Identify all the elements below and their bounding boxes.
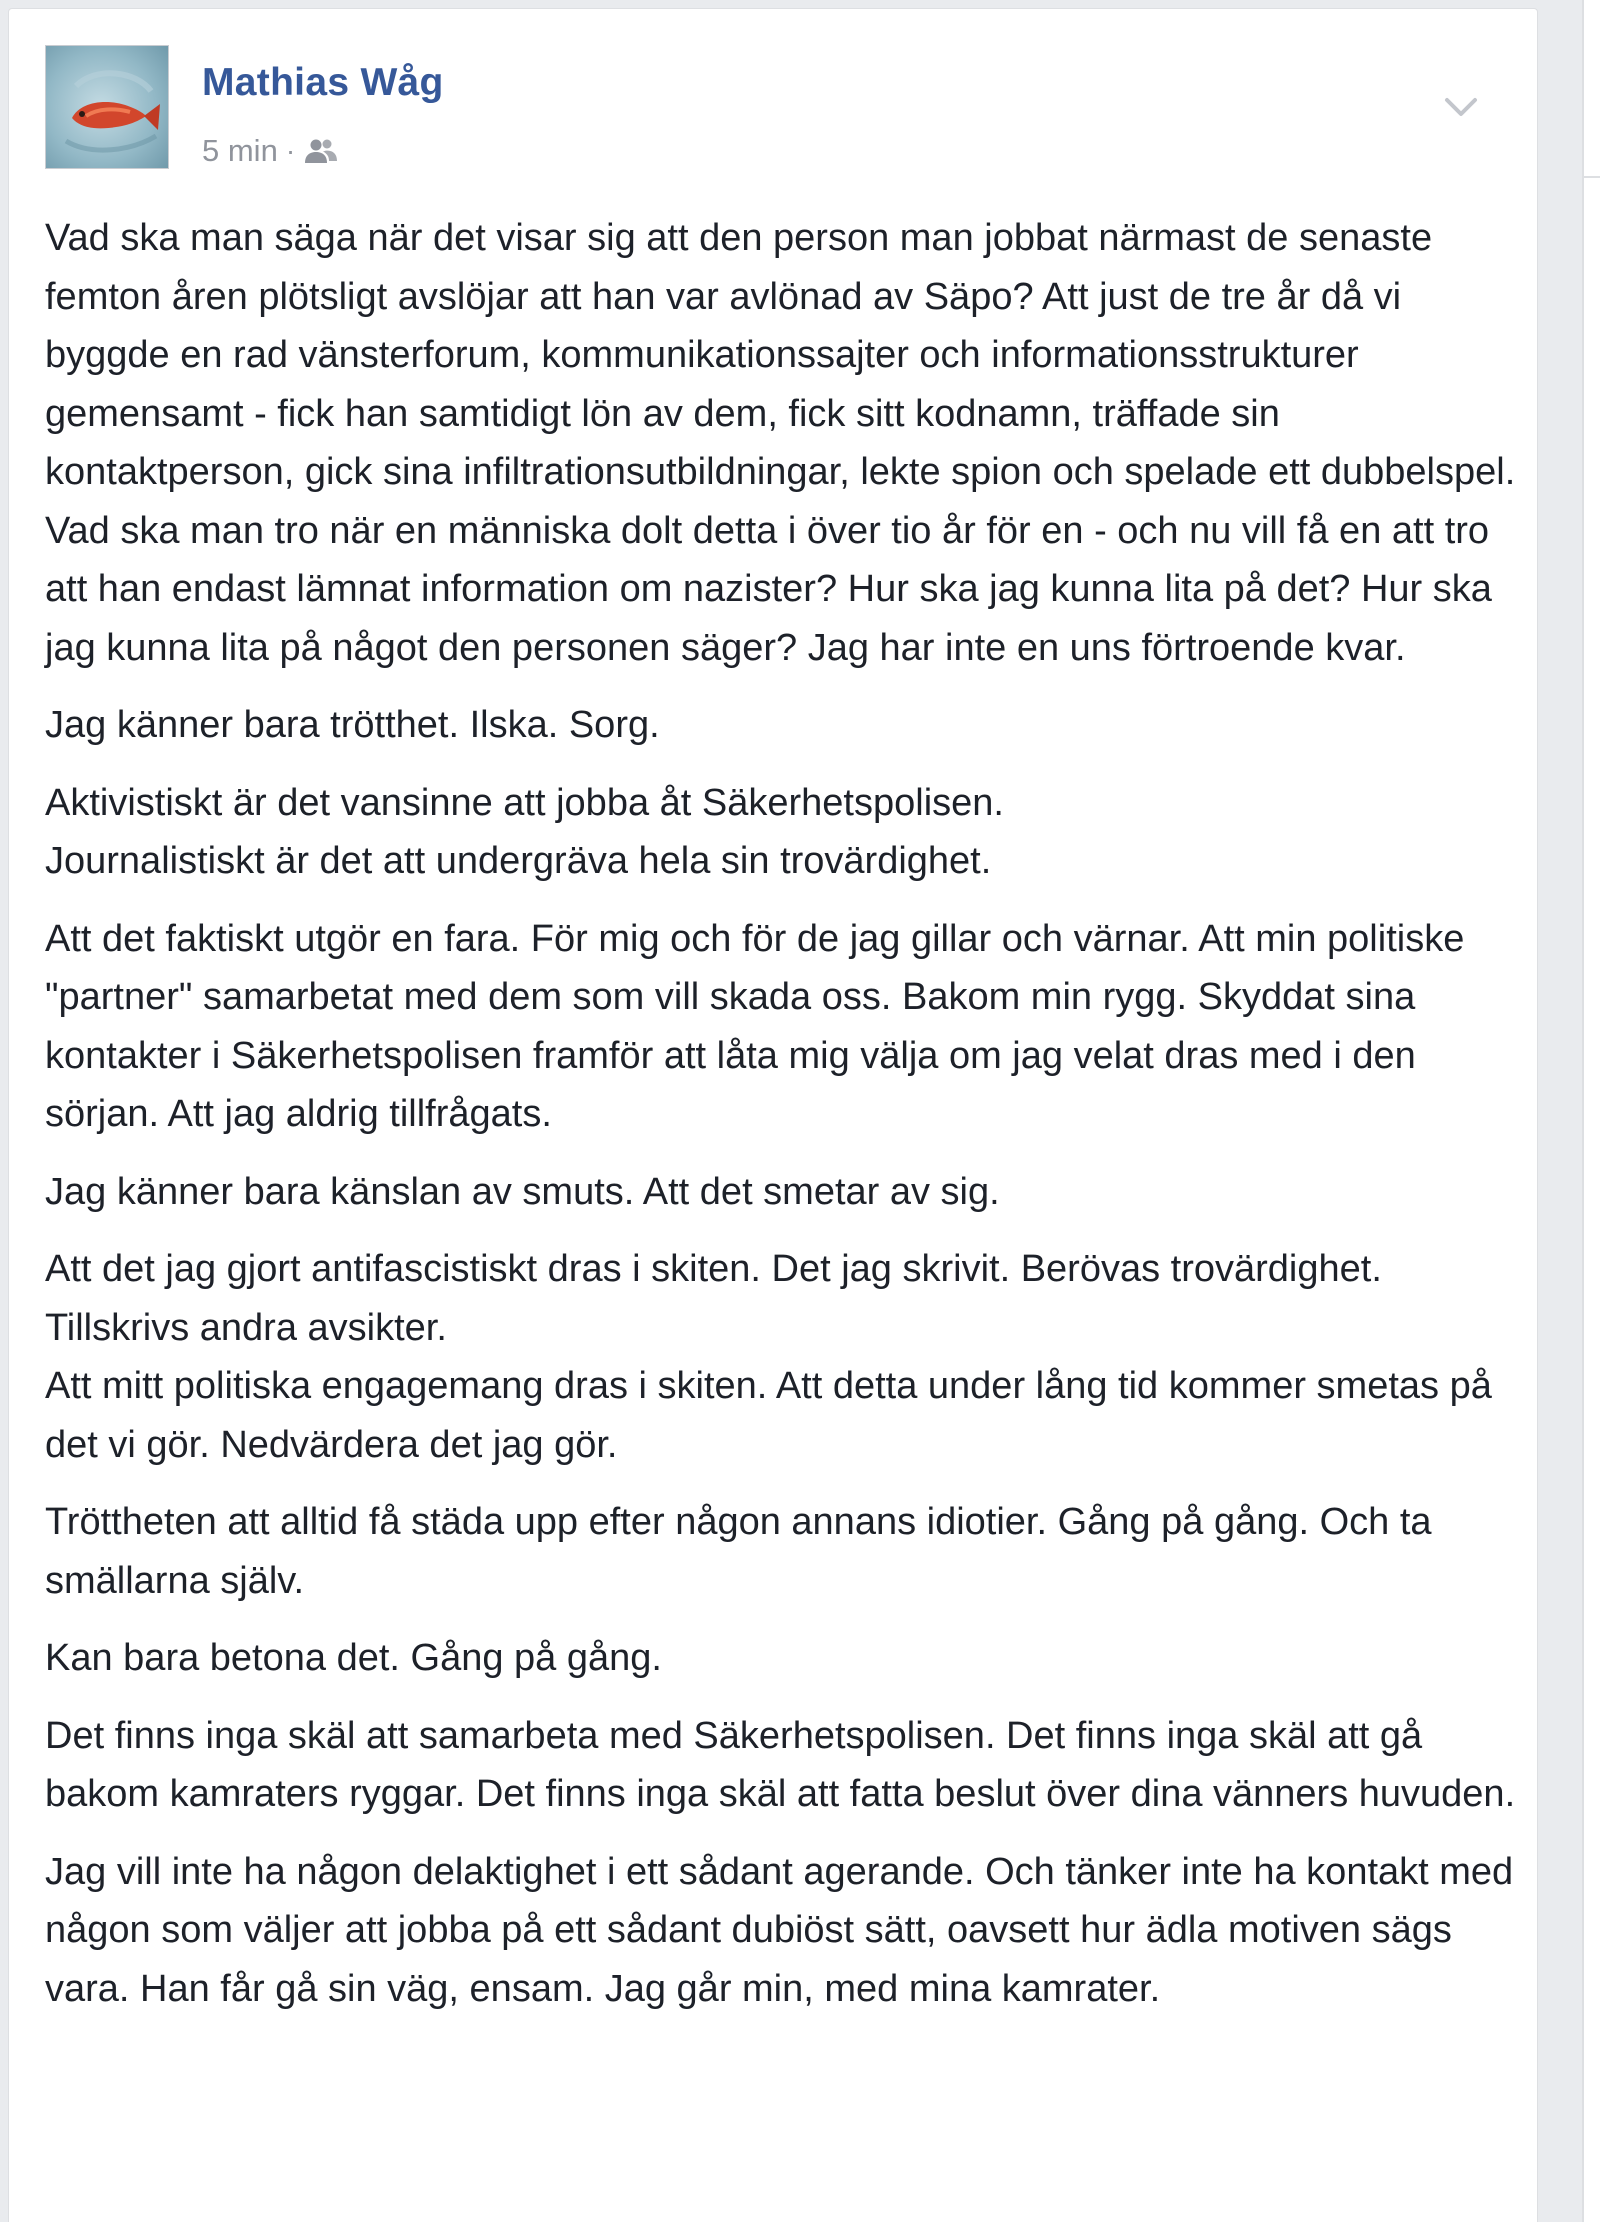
post-paragraph: Tröttheten att alltid få städa upp efter någon annans idiotier. Gång på gång. Och ta smällarna själv.	[45, 1501, 1432, 1602]
post-paragraph: Vad ska man säga när det visar sig att den person man jobbat närmast de senaste femton åren plötsligt avslöjar att han var avlönad av Säpo? Att just de tre år då vi byggde en rad vänsterforum, kommunikationssajter och informationsstrukturer gemensamt - fick han samtidigt lön av dem, fick sitt kodnamn, träffade sin kontaktperson, gick sina infiltrationsutbildningar, lekte spion och spelade ett dubbelspel. Vad ska man tro när en människa dolt detta i över tio år för en - och nu vill få en att tro att han endast lämnat information om nazister? Hur ska jag kunna lita på det? Hur ska jag kunna lita på något den personen säger? Jag har inte en uns förtroende kvar.	[45, 217, 1516, 669]
right-sidebar	[1582, 0, 1600, 2222]
post-paragraph: Att det jag gjort antifascistiskt dras i skiten. Det jag skrivit. Berövas trovärdighet. Tillskrivs andra avsikter. Att mitt politiska engagemang dras i skiten. Att detta under lång tid kommer smetas på det vi gör. Nedvärdera det jag gör.	[45, 1248, 1492, 1466]
post-header	[45, 45, 1505, 175]
post-paragraph: Jag känner bara trötthet. Ilska. Sorg.	[45, 704, 660, 746]
right-sidebar-border	[1582, 0, 1584, 2222]
post-card	[8, 8, 1538, 2222]
post-paragraph: Aktivistiskt är det vansinne att jobba åt Säkerhetspolisen. Journalistiskt är det att undergräva hela sin trovärdighet.	[45, 781, 1004, 882]
fish-avatar-icon	[46, 46, 168, 168]
post-meta	[202, 131, 339, 171]
friends-icon[interactable]	[303, 136, 339, 166]
author-avatar[interactable]	[45, 45, 169, 169]
post-paragraph: Jag vill inte ha någon delaktighet i ett sådant agerande. Och tänker inte ha kontakt med någon som väljer att jobba på ett sådant dubiöst sätt, oavsett hur ädla motiven sägs vara. Han får gå sin väg, ensam. Jag går min, med mina kamrater.	[45, 1850, 1514, 2010]
author-name-link[interactable]: Mathias Wåg	[202, 61, 444, 104]
post-body	[45, 209, 1525, 2037]
chevron-down-icon[interactable]	[1441, 93, 1481, 121]
post-timestamp[interactable]: 5 min	[202, 133, 278, 168]
post-paragraph: Att det faktiskt utgör en fara. För mig och för de jag gillar och värnar. Att min politiske "partner" samarbetat med dem som vill skada oss. Bakom min rygg. Skyddat sina kontakter i Säkerhetspolisen framför att låta mig välja om jag velat dras med i den sörjan. Att jag aldrig tillfrågats.	[45, 917, 1465, 1135]
right-sidebar-divider	[1582, 176, 1600, 178]
meta-separator: ·	[285, 135, 296, 166]
post-paragraph: Jag känner bara känslan av smuts. Att det smetar av sig.	[45, 1170, 1000, 1213]
post-paragraph: Kan bara betona det. Gång på gång.	[45, 1637, 662, 1679]
post-paragraph: Det finns inga skäl att samarbeta med Säkerhetspolisen. Det finns inga skäl att gå bakom kamraters ryggar. Det finns inga skäl att fatta beslut över dina vänners huvuden.	[45, 1714, 1516, 1815]
